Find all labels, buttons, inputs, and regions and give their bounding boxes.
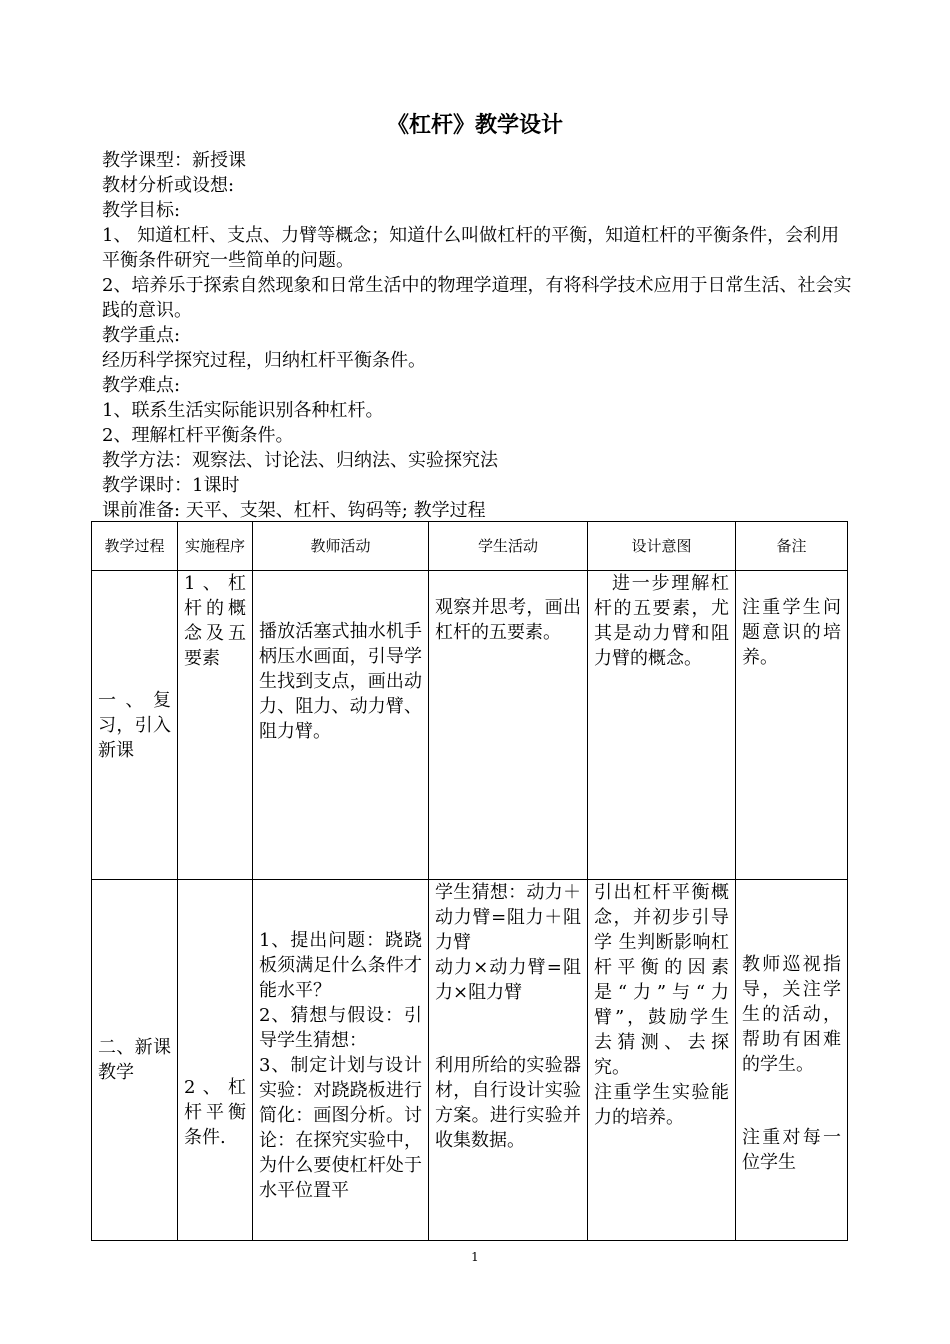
difficulty-2: 2、理解杠杆平衡条件。 bbox=[102, 425, 294, 446]
procedure-cell: 1、杠杆的概念及五要素 bbox=[178, 571, 253, 880]
lesson-plan-table bbox=[91, 521, 848, 1241]
procedure-cell: 2、杠杆平衡条件. bbox=[178, 880, 253, 1241]
header-student: 学生活动 bbox=[429, 522, 588, 571]
difficulty-1: 1、联系生活实际能识别各种杠杆。 bbox=[102, 400, 384, 421]
teacher-cell: 1、提出问题：跷跷板须满足什么条件才能水平？ 2、猜想与假设：引导学生猜想： 3、制定计划与设计实验：对跷跷板进行简化：画图分析。讨论：在探究实验中，为什么要使杠杆处于水平位置平 bbox=[253, 880, 429, 1241]
header-intent: 设计意图 bbox=[588, 522, 736, 571]
teacher-cell: 播放活塞式抽水机手柄压水画面，引导学生找到支点，画出动力、阻力、动力臂、阻力臂。 bbox=[253, 571, 429, 880]
header-teacher: 教师活动 bbox=[253, 522, 429, 571]
header-stage: 教学过程 bbox=[92, 522, 178, 571]
student-cell: 观察并思考，画出杠杆的五要素。 bbox=[429, 571, 588, 880]
note-cell: 注重学生问题意识的培养。 bbox=[736, 571, 848, 880]
key-points-heading: 教学重点: bbox=[102, 325, 181, 346]
key-points: 经历科学探究过程，归纳杠杆平衡条件。 bbox=[102, 350, 426, 371]
goals-heading: 教学目标: bbox=[102, 200, 181, 221]
note-cell: 教师巡视指导，关注学生的活动，帮助有困难的学生。 注重对每一位学生 bbox=[736, 880, 848, 1241]
stage-cell: 一、复习，引入新课 bbox=[92, 571, 178, 880]
table-header-row bbox=[92, 522, 848, 571]
stage-cell: 二、新课教学 bbox=[92, 880, 178, 1241]
goal-2: 2、培养乐于探索自然现象和日常生活中的物理学道理，有将科学技术应用于日常生活、社会实践的意识。 bbox=[102, 275, 852, 321]
lesson-type: 教学课型：新授课 bbox=[102, 150, 246, 171]
table-row bbox=[92, 880, 848, 1241]
teaching-methods: 教学方法：观察法、讨论法、归纳法、实验探究法 bbox=[102, 450, 498, 471]
table-row bbox=[92, 571, 848, 880]
student-cell: 学生猜想：动力＋动力臂=阻力＋阻力臂 动力×动力臂=阻力×阻力臂 利用所给的实验器材，自行设计实验方案。进行实验并收集数据。 bbox=[429, 880, 588, 1241]
intent-cell: 进一步理解杠杆的五要素，尤其是动力臂和阻力臂的概念。 bbox=[588, 571, 736, 880]
page-number: 1 bbox=[471, 1250, 479, 1264]
material-analysis: 教材分析或设想: bbox=[102, 175, 235, 196]
document-title: 《杠杆》教学设计 bbox=[386, 113, 563, 138]
header-procedure: 实施程序 bbox=[178, 522, 253, 571]
goal-1: 1、 知道杠杆、支点、力臂等概念；知道什么叫做杠杆的平衡，知道杠杆的平衡条件，会利用平衡条件研究一些简单的问题。 bbox=[102, 225, 840, 271]
preparation: 课前准备: 天平、支架、杠杆、钩码等; 教学过程 bbox=[102, 500, 486, 521]
difficulties-heading: 教学难点: bbox=[102, 375, 181, 396]
class-hours: 教学课时：1课时 bbox=[102, 475, 240, 496]
intro-section bbox=[102, 148, 852, 523]
header-note: 备注 bbox=[736, 522, 848, 571]
intent-cell: 引出杠杆平衡概念，并初步引导学 生判断影响杠杆平衡的因素是“力”与“力臂”，鼓励学生去猜测、去探究。 注重学生实验能力的培养。 bbox=[588, 880, 736, 1241]
